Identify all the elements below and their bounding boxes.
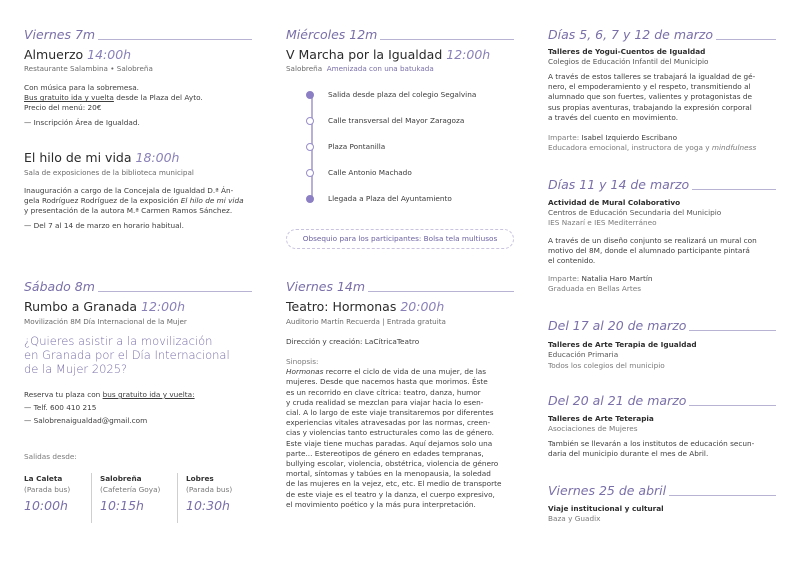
event-subtitle: Colegios de Educación Infantil del Municipio — [548, 57, 709, 66]
circle-icon — [306, 169, 314, 177]
departure-la-caleta: La Caleta (Parada bus) 10:00h — [24, 474, 71, 513]
sinopsis-line: Hormonas recorre el ciclo de vida de una mujer, de las — [286, 367, 487, 377]
direccion: Dirección y creación: LaCítricaTeatro — [286, 337, 420, 346]
sinopsis-line: cial. A lo largo de este viaje transitaremos por diferentes — [286, 408, 494, 418]
event-place: Auditorio Martín Recuerda | Entrada gratuita — [286, 317, 446, 326]
description-line: A través de un diseño conjunto se realizará un mural con — [548, 236, 757, 245]
mural-description — [548, 236, 776, 267]
event-title-rumbo: Rumbo a Granada 12:00h — [24, 299, 186, 314]
sinopsis-line: mortal, síntomas y tabúes en la menopausia, la soledad — [286, 469, 491, 479]
event-place: Restaurante Salambina • Salobreña — [24, 64, 153, 73]
event-title-teatro: Teatro: Hormonas 20:00h — [286, 299, 445, 314]
teterapia-description: También se llevarán a los institutos de educación secun- daria del municipio durante el mes de Abril. — [548, 439, 755, 459]
description-line: el contenido. — [548, 256, 596, 266]
event-subtitle: Educación Primaria — [548, 350, 619, 359]
sinopsis-line: es un recorrido en clave cítrica: teatro, danza, humor — [286, 387, 481, 397]
divider — [98, 291, 252, 292]
description-line: A través de estos talleres se trabajará la igualdad de gé- — [548, 72, 756, 81]
divider — [98, 39, 252, 40]
day-header-sabado-8: Sábado 8m — [24, 280, 252, 294]
sinopsis-line: Este viaje tiene muchas paradas. Aquí dejamos solo una — [286, 438, 493, 448]
event-subtitle: Baza y Guadix — [548, 514, 601, 523]
email[interactable]: — Salobrenaigualdad@gmail.com — [24, 416, 148, 426]
event-title-hilo: El hilo de mi vida 18:00h — [24, 150, 180, 165]
description-line: sus propias aventuras, trabajando la expresión corporal — [548, 102, 752, 112]
divider — [177, 473, 178, 523]
day-header-dias-11-14: Días 11 y 14 de marzo — [548, 178, 776, 192]
march-route — [286, 86, 514, 216]
route-stop: Calle Antonio Machado — [306, 168, 534, 180]
sinopsis-line: experiencias vitales atravesadas por las normas, creen- — [286, 418, 491, 428]
day-header-viernes-14: Viernes 14m — [286, 280, 514, 294]
event-place: Sala de exposiciones de la biblioteca municipal — [24, 168, 194, 177]
filled-circle-icon — [306, 91, 314, 99]
sinopsis: Sinopsis: Hormonas recorre el ciclo de vida de una mujer, de las mujeres. Desde que nacemos hasta que morimos. Éste es un recorrido en clave cítrica: teatro, danza, humor y cruda realidad se mezclan para viajar hacia lo esen- cial. A lo largo de este viaje transitaremos por diferentes experiencias vitales atravesadas por las normas, creen- cias y violencias tanto estructurales como las de género. Este viaje tiene muchas paradas. Aquí dejamos solo una parte... Estereotipos de género en edades tempranas, bullying escolar, violencia, obstétrica, violencia de género mortal, síntomas y tabúes en la menopausia, la soledad de las mujeres en la vejez, etc, etc. El medio de transporte de este viaje es el teatro y la danza, el cuerpo expresivo, el movimiento poético y la más pura interpretación. — [286, 357, 514, 510]
departures-label: Salidas desde: — [24, 452, 77, 461]
divider — [368, 291, 514, 292]
divider — [91, 473, 92, 523]
divider — [716, 39, 776, 40]
sinopsis-line: el movimiento poético y la más pura interpretación. — [286, 499, 476, 509]
event-subtitle-2: IES Nazarí e IES Mediterráneo — [548, 218, 657, 227]
departure-lobres: Lobres (Parada bus) 10:30h — [186, 474, 233, 513]
almuerzo-description: Con música para la sobremesa. Bus gratuito ida y vuelta desde la Plaza del Ayto. Precio del menú: 20€ — Inscripción Área de Igualdad. — [24, 83, 203, 127]
route-stop: Llegada a Plaza del Ayuntamiento — [306, 194, 534, 206]
day-header-dias-5-12: Días 5, 6, 7 y 12 de marzo — [548, 28, 776, 42]
divider — [380, 39, 514, 40]
description-line: nero, el empoderamiento y el respeto, transmitiendo al — [548, 82, 751, 92]
divider — [692, 189, 776, 190]
event-title-mural: Actividad de Mural Colaborativo — [548, 198, 681, 207]
circle-icon — [306, 117, 314, 125]
day-header-miercoles-12: Miércoles 12m — [286, 28, 514, 42]
event-subtitle: Movilización 8M Día Internacional de la Mujer — [24, 317, 187, 326]
description-line: alumnado que son fuertes, valientes y protagonistas de — [548, 92, 752, 102]
sinopsis-line: de este viaje es el teatro y la danza, el cuerpo expresivo, — [286, 489, 495, 499]
sinopsis-line: cias y violencias tanto estructurales como las de género. — [286, 428, 494, 438]
event-subtitle: Centros de Educación Secundaria del Municipio — [548, 208, 722, 217]
sinopsis-line: parte... Estereotipos de género en edades tempranas, — [286, 448, 484, 458]
route-stop: Calle transversal del Mayor Zaragoza — [306, 116, 534, 128]
sinopsis-line: bullying escolar, violencia, obstétrica, violencia de género — [286, 459, 499, 469]
event-title-almuerzo: Almuerzo 14:00h — [24, 47, 132, 62]
yogui-instructor: Imparte: Isabel Izquierdo Escribano Educadora emocional, instructora de yoga y mindfulness — [548, 133, 757, 153]
event-subtitle: Asociaciones de Mujeres — [548, 424, 638, 433]
event-title-arte: Talleres de Arte Terapia de Igualdad — [548, 340, 697, 349]
sinopsis-line: y cruda realidad se mezclan para viajar hacia lo esen- — [286, 397, 484, 407]
event-place: Salobreña Amenizada con una batukada — [286, 64, 434, 73]
sinopsis-line: de las mujeres en la vejez, etc, etc. El medio de transporte — [286, 479, 502, 489]
event-title-yogui: Talleres de Yogui-Cuentos de Igualdad — [548, 47, 706, 56]
event-title-teterapia: Talleres de Arte Teterapia — [548, 414, 654, 423]
departure-salobrena: Salobreña (Cafetería Goya) 10:15h — [100, 474, 161, 513]
phone: — Telf. 600 410 215 — [24, 403, 97, 413]
day-header-viernes-25: Viernes 25 de abril — [548, 484, 776, 498]
description-line: motivo del 8M, donde el alumnado participante pintará — [548, 246, 750, 256]
divider — [689, 330, 776, 331]
route-stop: Plaza Pontanilla — [306, 142, 534, 154]
event-title-marcha: V Marcha por la Igualdad 12:00h — [286, 47, 491, 62]
bus-link[interactable]: bus gratuito ida y vuelta: — [102, 390, 195, 399]
description-line: a través del cuento en movimiento. — [548, 112, 679, 122]
day-header-17-20: Del 17 al 20 de marzo — [548, 319, 776, 333]
filled-circle-icon — [306, 195, 314, 203]
divider — [669, 495, 776, 496]
yogui-description — [548, 72, 776, 123]
rumbo-question: ¿Quieres asistir a la movilización en Granada por el Día Internacional de la Mujer 2025? — [24, 334, 230, 376]
gift-badge: Obsequio para los participantes: Bolsa tela multiusos — [286, 229, 514, 249]
event-subtitle-2: Todos los colegios del municipio — [548, 361, 665, 370]
mural-instructor: Imparte: Natalia Haro Martín Graduada en Bellas Artes — [548, 274, 653, 294]
divider — [689, 405, 776, 406]
reserve-info: Reserva tu plaza con bus gratuito ida y vuelta: — Telf. 600 410 215 — Salobrenaigualdad@gmail.com — [24, 390, 252, 427]
event-title-viaje: Viaje institucional y cultural — [548, 504, 664, 513]
bus-link[interactable]: Bus gratuito ida y vuelta — [24, 93, 114, 103]
sinopsis-line: mujeres. Desde que nacemos hasta que morimos. Éste — [286, 377, 488, 387]
day-header-20-21: Del 20 al 21 de marzo — [548, 394, 776, 408]
day-header-viernes-7: Viernes 7m — [24, 28, 252, 42]
circle-icon — [306, 143, 314, 151]
route-stop: Salida desde plaza del colegio Segalvina — [306, 90, 534, 102]
hilo-description: Inauguración a cargo de la Concejala de Igualdad D.ª Án- gela Rodríguez Rodríguez de la exposición El hilo de mi vida y presentación de la autora M.ª Carmen Ramos Sánchez. — Del 7 al 14 de marzo en horario habitual. — [24, 186, 244, 230]
